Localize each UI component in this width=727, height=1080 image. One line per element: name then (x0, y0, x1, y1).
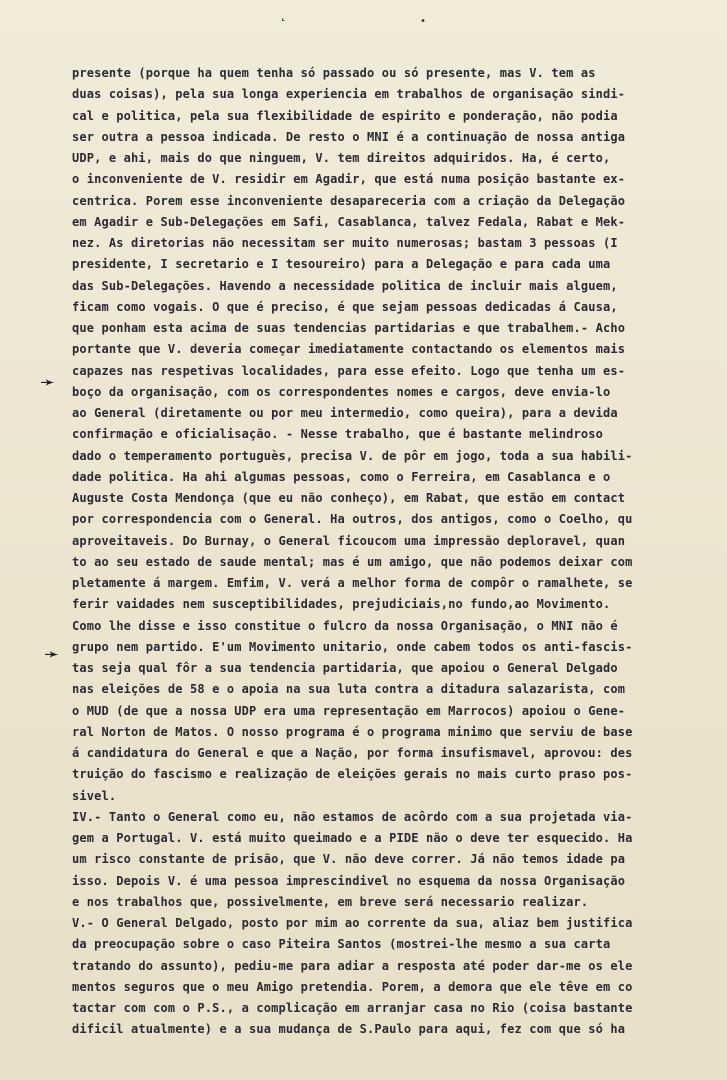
text-line: duas coisas), pela sua longa experiencia em trabalhos de organisação sindi- (72, 87, 626, 102)
text-line: por correspondencia com o General. Ha outros, dos antigos, como o Coelho, qu (72, 512, 633, 527)
text-line: confirmação e oficialisação. - Nesse trabalho, que é bastante melindroso (72, 427, 603, 442)
text-line: pletamente á margem. Emfim, V. verá a melhor forma de compôr o ramalhete, se (72, 576, 633, 590)
text-line: sivel. (72, 788, 117, 803)
text-line: ficam como vogais. O que é preciso, é que sejam pessoas dedicadas á Causa, (72, 299, 618, 314)
text-line: ral Norton de Matos. O nosso programa é o programa minimo que serviu de base (72, 724, 633, 739)
text-line: presidente, I secretario e I tesoureiro) para a Delegação e para cada uma (72, 257, 611, 272)
text-line: das Sub-Delegações. Havendo a necessidade politica de incluir mais alguem, (72, 278, 618, 293)
text-line: ferir vaidades nem susceptibilidades, prejudiciais,no fundo,ao Movimento. (72, 597, 611, 612)
text-line: que ponham esta acima de suas tendencias partidarias e que trabalhem.- Acho (72, 321, 626, 335)
text-line: isso. Depois V. é uma pessoa imprescindivel no esquema da nossa Organisação (72, 873, 626, 888)
margin-arrow-icon: ➛ (44, 644, 60, 665)
text-line: boço da organisação, com os correspondentes nomes e cargos, deve envia-lo (72, 384, 611, 399)
text-line: e nos trabalhos que, possivelmente, em breve será necessario realizar. (72, 894, 589, 909)
text-line: dificil atualmente) e a sua mudança de S.Paulo para aqui, fez com que só ha (72, 1022, 626, 1037)
text-line: o inconveniente de V. residir em Agadir, que está numa posição bastante ex- (72, 172, 626, 187)
text-line: to ao seu estado de saude mental; mas é um amigo, que não podemos deixar com (72, 554, 633, 569)
text-line: portante que V. deveria começar imediatamente contactando os elementos mais (72, 342, 626, 357)
text-line: tas seja qual fôr a sua tendencia partidaria, que apoiou o General Delgado (72, 661, 618, 675)
text-line: IV.- Tanto o General como eu, não estamos de acôrdo com a sua projetada via- (72, 809, 633, 824)
text-line: gem a Portugal. V. está muito queimado e a PIDE não o deve ter esquecido. Ha (72, 831, 633, 845)
text-line: truição do fascismo e realização de eleições gerais no mais curto praso pos- (72, 767, 633, 782)
text-line: ao General (diretamente ou por meu intermedio, como queira), para a devida (72, 406, 618, 420)
text-line: da preocupação sobre o caso Piteira Santos (mostrei-lhe mesmo a sua carta (72, 937, 611, 952)
text-line: um risco constante de prisão, que V. não deve correr. Já não temos idade pa (72, 852, 626, 867)
text-line: Como lhe disse e isso constitue o fulcro da nossa Organisação, o MNI não é (72, 618, 618, 633)
text-line: ser outra a pessoa indicada. De resto o MNI é a continuação de nossa antiga (72, 129, 626, 144)
text-line: em Agadir e Sub-Delegações em Safi, Casablanca, talvez Fedala, Rabat e Mek- (72, 214, 626, 229)
text-line: Auguste Costa Mendonça (que eu não conheço), em Rabat, que estão em contact (72, 491, 626, 505)
text-line: cal e politica, pela sua flexibilidade de espirito e ponderação, não podia (72, 108, 618, 123)
text-line: grupo nem partido. E'um Movimento unitario, onde cabem todos os anti-fascis- (72, 639, 633, 654)
text-line: á candidatura do General e que a Nação, por forma insufismavel, aprovou: des (72, 746, 633, 760)
top-dot-mark: • (420, 16, 427, 27)
text-line: tactar com com o P.S., a complicação em arranjar casa no Rio (coisa bastante (72, 1001, 633, 1015)
margin-arrow-icon: ➛ (40, 372, 56, 393)
text-line: UDP, e ahi, mais do que ninguem, V. tem direitos adquiridos. Ha, é certo, (72, 151, 611, 165)
text-line: tratando do assunto), pediu-me para adiar a resposta até poder dar-me os ele (72, 958, 633, 973)
text-line: dade politica. Ha ahi algumas pessoas, como o Ferreira, em Casablanca e o (72, 469, 611, 484)
text-line: capazes nas respetivas localidades, para esse efeito. Logo que tenha um es- (72, 363, 626, 378)
text-line: o MUD (de que a nossa UDP era uma representação em Marrocos) apoiou o Gene- (72, 703, 626, 718)
letter-body (72, 63, 727, 1041)
text-line: centrica. Porem esse inconveniente desapareceria com a criação da Delegação (72, 193, 626, 208)
text-line: presente (porque ha quem tenha só passado ou só presente, mas V. tem as (72, 66, 596, 80)
text-line: nez. As diretorias não necessitam ser muito numerosas; bastam 3 pessoas (I (72, 236, 618, 250)
text-line: aproveitaveis. Do Burnay, o General ficoucom uma impressão deploravel, quan (72, 533, 626, 548)
top-pen-mark: ˛ (279, 6, 288, 22)
text-line: nas eleições de 58 e o apoia na sua luta contra a ditadura salazarista, com (72, 682, 626, 697)
text-line: dado o temperamento portuguès, precisa V. de pôr em jogo, toda a sua habili- (72, 448, 633, 463)
text-line: V.- O General Delgado, posto por mim ao corrente da sua, aliaz bem justifica (72, 916, 633, 930)
text-line: mentos seguros que o meu Amigo pretendia. Porem, a demora que ele têve em co (72, 979, 633, 994)
